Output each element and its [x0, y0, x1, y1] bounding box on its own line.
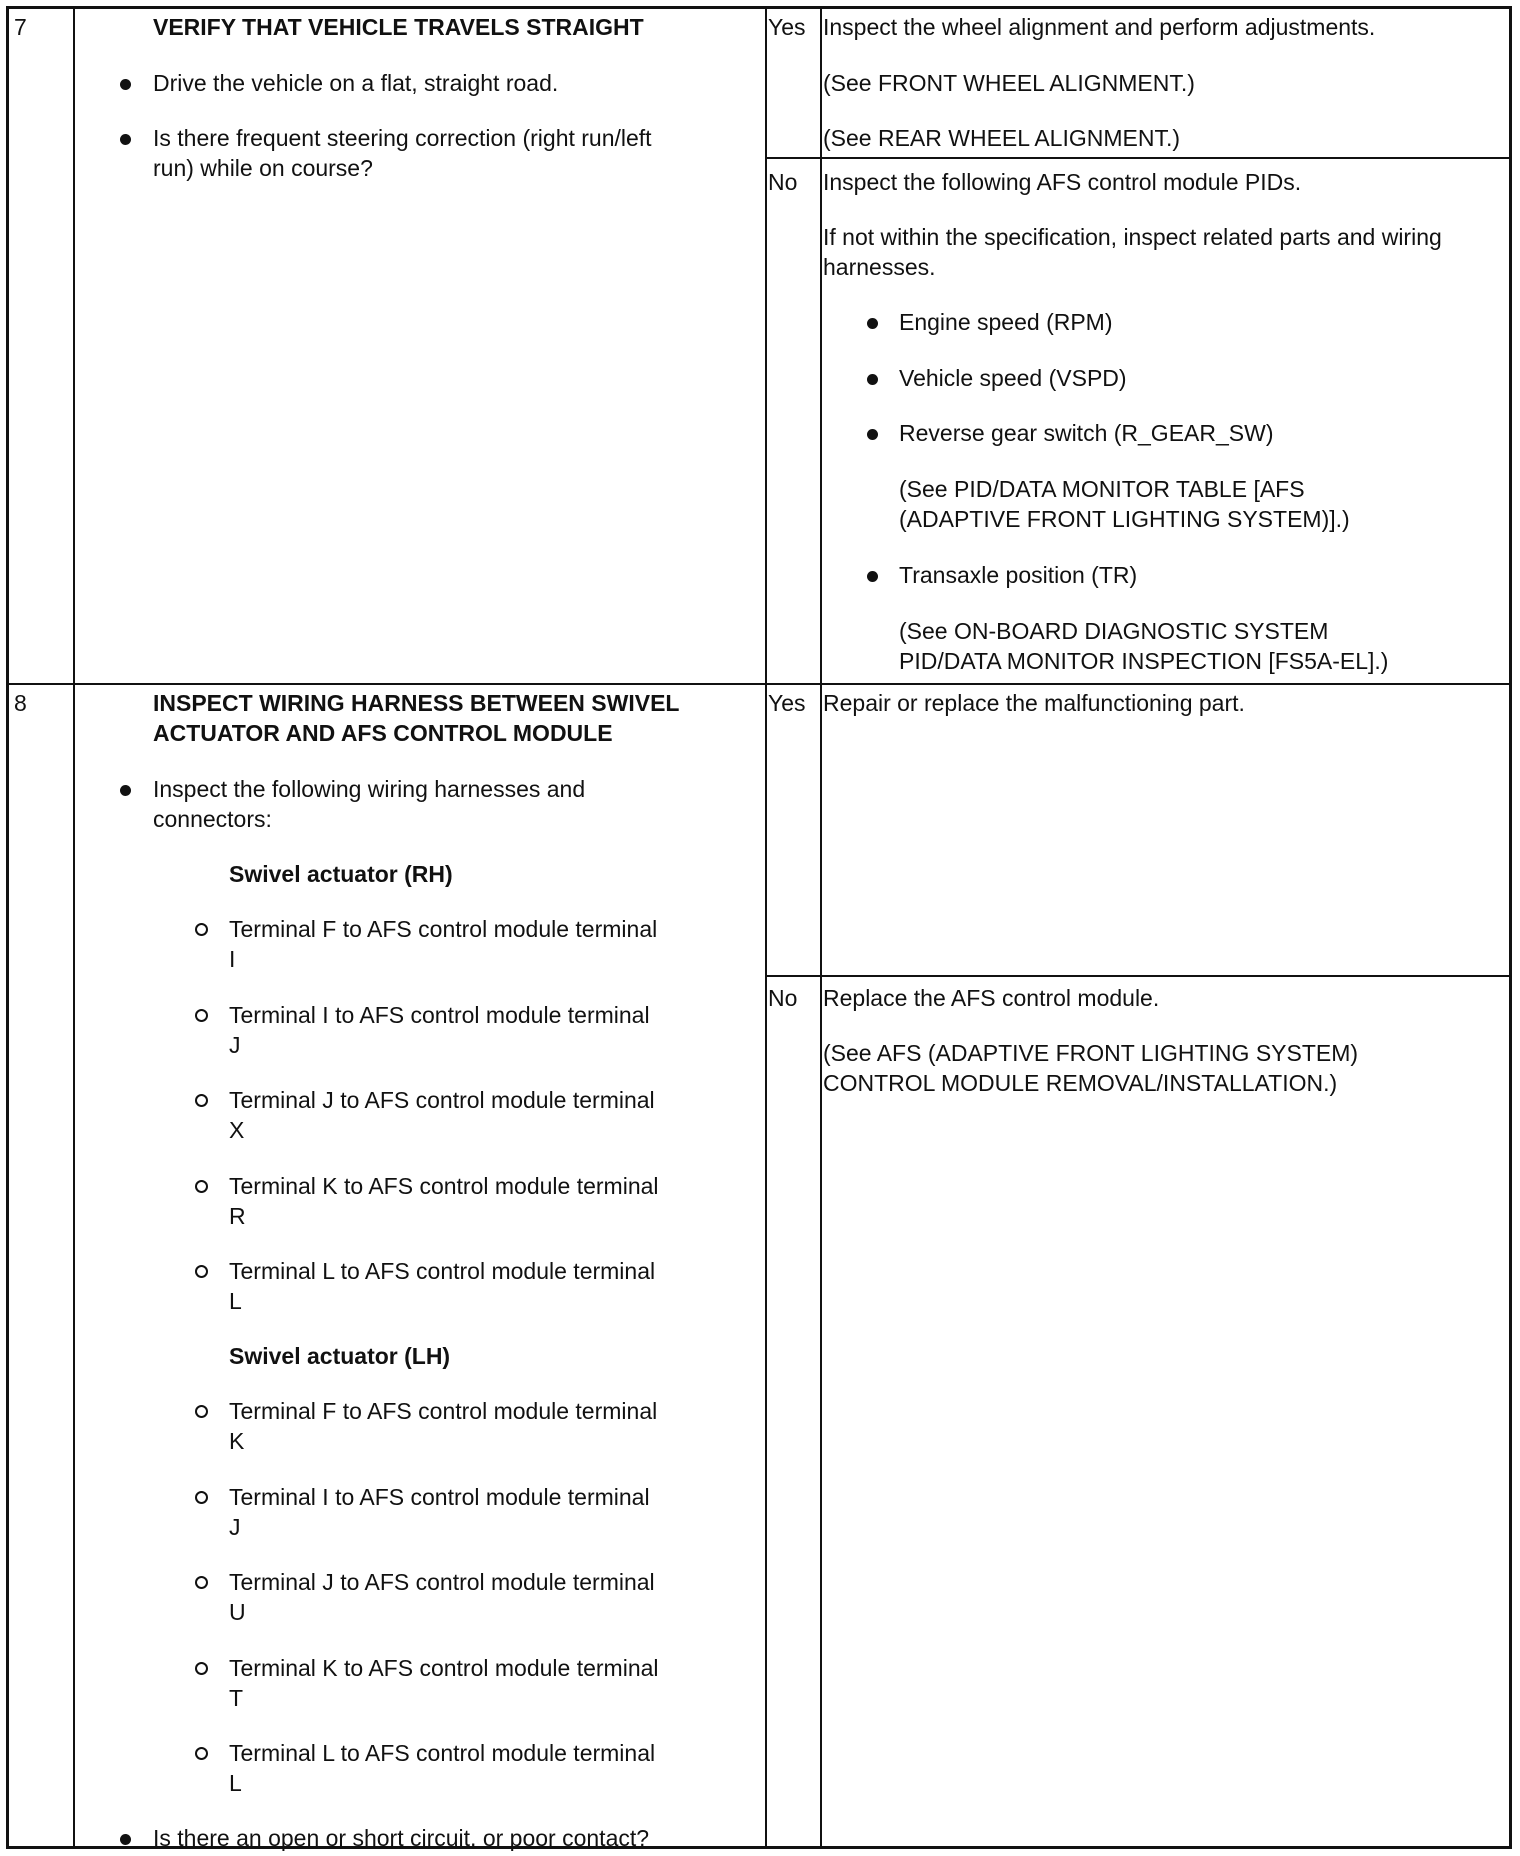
circle-bullet-icon: [195, 1009, 208, 1022]
step-question-cont: run) while on course?: [153, 155, 373, 181]
circle-bullet-icon: [195, 1094, 208, 1107]
terminal-end: L: [229, 1770, 242, 1796]
terminal-item: Terminal L to AFS control module terminal: [229, 1740, 656, 1766]
rh-heading: Swivel actuator (RH): [229, 861, 453, 887]
terminal-item: Terminal J to AFS control module terminal: [229, 1569, 655, 1595]
no-instruction: If not within the specification, inspect related parts and wiring: [823, 224, 1442, 250]
step-instruction: Drive the vehicle on a flat, straight road.: [153, 70, 559, 96]
circle-bullet-icon: [195, 1747, 208, 1760]
yes-action: Inspect the wheel alignment and perform adjustments.: [823, 14, 1376, 40]
step-instruction: Inspect the following wiring harnesses and: [153, 776, 586, 802]
bullet-icon: [120, 785, 131, 796]
step-question: Is there frequent steering correction (right run/left: [153, 125, 652, 151]
terminal-item: Terminal F to AFS control module terminal: [229, 916, 658, 942]
circle-bullet-icon: [195, 1491, 208, 1504]
terminal-end: J: [229, 1032, 241, 1058]
terminal-item: Terminal F to AFS control module terminal: [229, 1398, 658, 1424]
no-action: Inspect the following AFS control module PIDs.: [823, 169, 1302, 195]
no-label: No: [768, 169, 798, 195]
row-divider: [9, 683, 1509, 685]
bullet-icon: [867, 571, 878, 582]
circle-bullet-icon: [195, 1662, 208, 1675]
terminal-item: Terminal K to AFS control module terminal: [229, 1173, 659, 1199]
terminal-end: J: [229, 1514, 241, 1540]
yes-action: Repair or replace the malfunctioning part.: [823, 690, 1245, 716]
terminal-item: Terminal I to AFS control module terminal: [229, 1484, 650, 1510]
lh-heading: Swivel actuator (LH): [229, 1343, 451, 1369]
yes-label: Yes: [768, 690, 806, 716]
bullet-icon: [867, 374, 878, 385]
row-divider: [765, 157, 1509, 159]
bullet-icon: [867, 429, 878, 440]
step-title: INSPECT WIRING HARNESS BETWEEN SWIVEL: [153, 690, 680, 716]
step-instruction-cont: connectors:: [153, 806, 272, 832]
yes-reference: (See FRONT WHEEL ALIGNMENT.): [823, 70, 1195, 96]
column-divider: [765, 9, 767, 1846]
bullet-icon: [120, 134, 131, 145]
pid-reference: (See ON-BOARD DIAGNOSTIC SYSTEM: [899, 618, 1329, 644]
terminal-end: X: [229, 1117, 245, 1143]
pid-item: Transaxle position (TR): [899, 562, 1138, 588]
terminal-end: T: [229, 1685, 244, 1711]
terminal-end: K: [229, 1428, 245, 1454]
circle-bullet-icon: [195, 1180, 208, 1193]
terminal-item: Terminal J to AFS control module terminal: [229, 1087, 655, 1113]
terminal-end: U: [229, 1599, 246, 1625]
terminal-end: I: [229, 946, 236, 972]
column-divider: [73, 9, 75, 1846]
terminal-end: L: [229, 1288, 242, 1314]
terminal-item: Terminal K to AFS control module terminal: [229, 1655, 659, 1681]
step-number: 7: [14, 14, 27, 40]
circle-bullet-icon: [195, 1405, 208, 1418]
terminal-end: R: [229, 1203, 246, 1229]
step-number: 8: [14, 690, 27, 716]
no-action: Replace the AFS control module.: [823, 985, 1160, 1011]
row-divider: [765, 975, 1509, 977]
circle-bullet-icon: [195, 923, 208, 936]
bullet-icon: [120, 1834, 131, 1845]
pid-reference-cont: (ADAPTIVE FRONT LIGHTING SYSTEM)].): [899, 506, 1350, 532]
no-label: No: [768, 985, 798, 1011]
circle-bullet-icon: [195, 1576, 208, 1589]
pid-reference: (See PID/DATA MONITOR TABLE [AFS: [899, 476, 1305, 502]
no-reference: (See AFS (ADAPTIVE FRONT LIGHTING SYSTEM): [823, 1040, 1359, 1066]
bullet-icon: [867, 318, 878, 329]
circle-bullet-icon: [195, 1265, 208, 1278]
terminal-item: Terminal I to AFS control module terminal: [229, 1002, 650, 1028]
terminal-item: Terminal L to AFS control module terminal: [229, 1258, 656, 1284]
yes-reference: (See REAR WHEEL ALIGNMENT.): [823, 125, 1181, 151]
bullet-icon: [120, 79, 131, 90]
pid-item: Reverse gear switch (R_GEAR_SW): [899, 420, 1274, 446]
yes-label: Yes: [768, 14, 806, 40]
pid-item: Vehicle speed (VSPD): [899, 365, 1127, 391]
no-instruction-cont: harnesses.: [823, 254, 936, 280]
step-title-cont: ACTUATOR AND AFS CONTROL MODULE: [153, 720, 613, 746]
step-question: Is there an open or short circuit, or poor contact?: [153, 1825, 650, 1851]
pid-reference-cont: PID/DATA MONITOR INSPECTION [FS5A-EL].): [899, 648, 1389, 674]
column-divider: [820, 9, 822, 1846]
no-reference-cont: CONTROL MODULE REMOVAL/INSTALLATION.): [823, 1070, 1338, 1096]
step-title: VERIFY THAT VEHICLE TRAVELS STRAIGHT: [153, 14, 644, 40]
pid-item: Engine speed (RPM): [899, 309, 1113, 335]
